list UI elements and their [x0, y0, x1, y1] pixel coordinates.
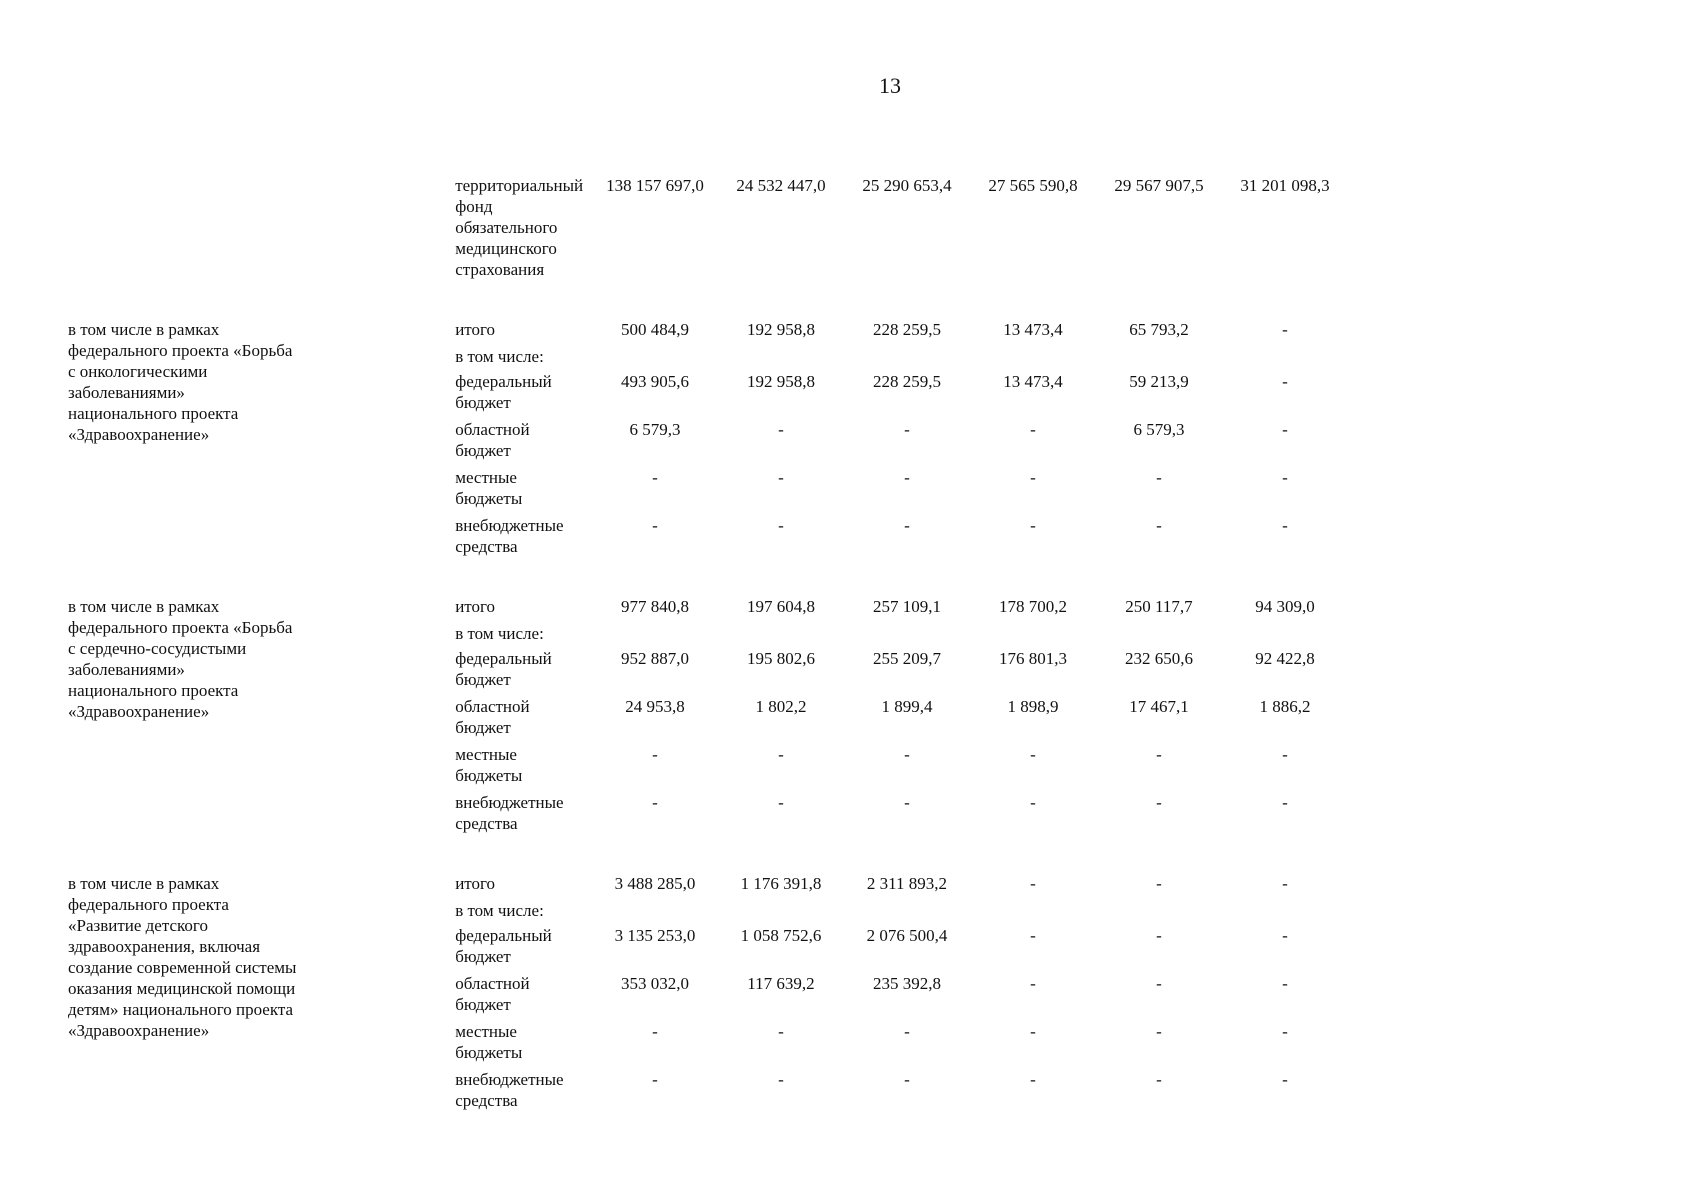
- funding-source-label: федеральный бюджет: [455, 372, 552, 412]
- value-cell: -: [904, 793, 910, 812]
- block-spacer: [68, 840, 1348, 873]
- value-cell: -: [1030, 974, 1036, 993]
- value-cell: [592, 346, 718, 371]
- value-cell: -: [652, 793, 658, 812]
- value-cell: 29 567 907,5: [1114, 176, 1204, 195]
- value-cell: 2 076 500,4: [866, 926, 948, 945]
- project-description-cell: [68, 319, 455, 563]
- funding-row: [68, 596, 1348, 623]
- funding-source-label: в том числе:: [455, 624, 544, 643]
- funding-source-label: в том числе:: [455, 901, 544, 920]
- value-cell: -: [778, 516, 784, 535]
- funding-source-cell: [455, 696, 592, 744]
- value-cell: 6 579,3: [629, 420, 681, 439]
- value-cell: -: [1282, 793, 1288, 812]
- value-cell: 493 905,6: [620, 372, 689, 391]
- value-cell: 1 176 391,8: [740, 874, 822, 893]
- funding-source-label: итого: [455, 320, 496, 339]
- funding-source-label: федеральный бюджет: [455, 649, 552, 689]
- value-cell: -: [778, 1022, 784, 1041]
- value-cell: -: [1030, 516, 1036, 535]
- funding-source-cell: [455, 792, 592, 840]
- value-cell: [844, 900, 970, 925]
- value-cell: [970, 900, 1096, 925]
- value-cell: -: [904, 1022, 910, 1041]
- funding-row: [68, 319, 1348, 346]
- value-cell: 197 604,8: [746, 597, 815, 616]
- spacer-cell: [68, 286, 1348, 319]
- value-cell: -: [778, 793, 784, 812]
- lead-source-label: территориальный фонд обязательного медицинского страхования: [455, 176, 584, 279]
- value-cell: -: [652, 516, 658, 535]
- project-description-cell: [68, 596, 455, 840]
- value-cell: -: [1282, 926, 1288, 945]
- value-cell: 192 958,8: [746, 372, 815, 391]
- value-cell: 117 639,2: [747, 974, 815, 993]
- value-cell: -: [1156, 974, 1162, 993]
- funding-source-cell: [455, 371, 592, 419]
- value-cell: [592, 623, 718, 648]
- value-cell: -: [1282, 320, 1288, 339]
- funding-source-label: внебюджетные средства: [455, 1070, 564, 1110]
- value-cell: 250 117,7: [1125, 597, 1193, 616]
- value-cell: 1 886,2: [1259, 697, 1311, 716]
- value-cell: 25 290 653,4: [862, 176, 952, 195]
- funding-row: [68, 873, 1348, 900]
- value-cell: [718, 900, 844, 925]
- value-cell: 65 793,2: [1129, 320, 1189, 339]
- value-cell: 138 157 697,0: [606, 176, 704, 195]
- funding-table-body: [68, 175, 1348, 1117]
- value-cell: 195 802,6: [746, 649, 815, 668]
- value-cell: [1096, 623, 1222, 648]
- value-cell: 1 802,2: [755, 697, 807, 716]
- value-cell: 192 958,8: [746, 320, 815, 339]
- value-cell: 255 209,7: [872, 649, 941, 668]
- lead-row: [68, 175, 1348, 286]
- value-cell: -: [1030, 926, 1036, 945]
- value-cell: 232 650,6: [1124, 649, 1193, 668]
- funding-source-cell: [455, 467, 592, 515]
- value-cell: 92 422,8: [1255, 649, 1315, 668]
- funding-source-label: областной бюджет: [455, 420, 530, 460]
- value-cell: -: [1156, 926, 1162, 945]
- value-cell: -: [904, 468, 910, 487]
- funding-source-cell: [455, 319, 592, 346]
- value-cell: -: [652, 1070, 658, 1089]
- value-cell: 1 899,4: [881, 697, 933, 716]
- value-cell: [1222, 623, 1348, 648]
- value-cell: 235 392,8: [872, 974, 941, 993]
- funding-source-cell: [455, 1069, 592, 1117]
- funding-source-cell: [455, 596, 592, 623]
- value-cell: 1 058 752,6: [740, 926, 822, 945]
- funding-source-label: внебюджетные средства: [455, 516, 564, 556]
- value-cell: -: [778, 468, 784, 487]
- value-cell: -: [1156, 516, 1162, 535]
- value-cell: 977 840,8: [620, 597, 689, 616]
- lead-source-cell: [455, 175, 592, 286]
- value-cell: 6 579,3: [1133, 420, 1185, 439]
- funding-source-label: итого: [455, 874, 496, 893]
- value-cell: 353 032,0: [620, 974, 689, 993]
- spacer-cell: [68, 563, 1348, 596]
- value-cell: -: [778, 420, 784, 439]
- value-cell: 17 467,1: [1129, 697, 1189, 716]
- funding-source-label: областной бюджет: [455, 974, 530, 1014]
- funding-source-label: итого: [455, 597, 496, 616]
- value-cell: -: [1030, 745, 1036, 764]
- value-cell: -: [904, 745, 910, 764]
- value-cell: -: [1282, 874, 1288, 893]
- value-cell: -: [1156, 874, 1162, 893]
- funding-source-cell: [455, 623, 592, 648]
- value-cell: 3 488 285,0: [614, 874, 696, 893]
- value-cell: [718, 623, 844, 648]
- project-description-cell: [68, 873, 455, 1117]
- funding-source-cell: [455, 346, 592, 371]
- funding-source-label: внебюджетные средства: [455, 793, 564, 833]
- value-cell: [844, 623, 970, 648]
- value-cell: 1 898,9: [1007, 697, 1059, 716]
- value-cell: -: [1030, 793, 1036, 812]
- funding-table: [68, 175, 1348, 1117]
- funding-source-label: местные бюджеты: [455, 468, 523, 508]
- value-cell: -: [1282, 372, 1288, 391]
- value-cell: -: [1156, 1022, 1162, 1041]
- lead-description-cell: [68, 175, 455, 286]
- value-cell: 2 311 893,2: [866, 874, 948, 893]
- funding-source-cell: [455, 900, 592, 925]
- funding-source-cell: [455, 419, 592, 467]
- project-description: в том числе в рамках федерального проекта «Борьба с онкологическими заболеваниями» национального проекта «Здравоохранение»: [68, 320, 293, 444]
- value-cell: -: [1030, 468, 1036, 487]
- value-cell: -: [1282, 420, 1288, 439]
- funding-source-cell: [455, 744, 592, 792]
- value-cell: -: [652, 1022, 658, 1041]
- funding-source-cell: [455, 648, 592, 696]
- value-cell: 176 801,3: [998, 649, 1067, 668]
- spacer-cell: [68, 840, 1348, 873]
- value-cell: [1222, 346, 1348, 371]
- value-cell: 13 473,4: [1003, 372, 1063, 391]
- value-cell: -: [904, 1070, 910, 1089]
- funding-source-label: в том числе:: [455, 347, 544, 366]
- value-cell: -: [1156, 468, 1162, 487]
- value-cell: 13 473,4: [1003, 320, 1063, 339]
- value-cell: -: [1282, 1022, 1288, 1041]
- value-cell: -: [1156, 793, 1162, 812]
- funding-source-cell: [455, 1021, 592, 1069]
- value-cell: -: [1156, 1070, 1162, 1089]
- funding-source-cell: [455, 973, 592, 1021]
- value-cell: [1096, 346, 1222, 371]
- value-cell: 257 109,1: [872, 597, 941, 616]
- value-cell: 952 887,0: [620, 649, 689, 668]
- value-cell: 24 953,8: [625, 697, 685, 716]
- page-number: 13: [879, 73, 901, 98]
- value-cell: -: [778, 745, 784, 764]
- budget-table-page: [68, 175, 1348, 1117]
- funding-source-label: местные бюджеты: [455, 745, 523, 785]
- value-cell: -: [1282, 516, 1288, 535]
- value-cell: -: [1282, 1070, 1288, 1089]
- value-cell: -: [652, 745, 658, 764]
- value-cell: 31 201 098,3: [1240, 176, 1330, 195]
- value-cell: -: [1030, 1022, 1036, 1041]
- block-spacer: [68, 286, 1348, 319]
- value-cell: -: [1156, 745, 1162, 764]
- value-cell: -: [652, 468, 658, 487]
- value-cell: 59 213,9: [1129, 372, 1189, 391]
- value-cell: [970, 623, 1096, 648]
- value-cell: -: [1030, 420, 1036, 439]
- project-description: в том числе в рамках федерального проекта «Развитие детского здравоохранения, включая создание современной системы оказания медицинской помощи детям» национального проекта «Здравоохранение»: [68, 874, 297, 1040]
- value-cell: 94 309,0: [1255, 597, 1315, 616]
- value-cell: -: [1030, 1070, 1036, 1089]
- value-cell: [718, 346, 844, 371]
- value-cell: -: [904, 516, 910, 535]
- value-cell: -: [1282, 974, 1288, 993]
- value-cell: -: [904, 420, 910, 439]
- funding-source-cell: [455, 873, 592, 900]
- value-cell: [592, 900, 718, 925]
- block-spacer: [68, 563, 1348, 596]
- value-cell: 27 565 590,8: [988, 176, 1078, 195]
- value-cell: [1096, 900, 1222, 925]
- funding-source-label: местные бюджеты: [455, 1022, 523, 1062]
- value-cell: 24 532 447,0: [736, 176, 826, 195]
- value-cell: 3 135 253,0: [614, 926, 696, 945]
- value-cell: -: [1282, 468, 1288, 487]
- value-cell: -: [778, 1070, 784, 1089]
- funding-source-cell: [455, 925, 592, 973]
- value-cell: 500 484,9: [620, 320, 689, 339]
- value-cell: [844, 346, 970, 371]
- value-cell: -: [1282, 745, 1288, 764]
- funding-source-label: федеральный бюджет: [455, 926, 552, 966]
- funding-source-label: областной бюджет: [455, 697, 530, 737]
- project-description: в том числе в рамках федерального проекта «Борьба с сердечно-сосудистыми заболеваниями» национального проекта «Здравоохранение»: [68, 597, 293, 721]
- funding-source-cell: [455, 515, 592, 563]
- value-cell: 228 259,5: [872, 372, 941, 391]
- value-cell: 178 700,2: [998, 597, 1067, 616]
- value-cell: 228 259,5: [872, 320, 941, 339]
- value-cell: [1222, 900, 1348, 925]
- value-cell: -: [1030, 874, 1036, 893]
- value-cell: [970, 346, 1096, 371]
